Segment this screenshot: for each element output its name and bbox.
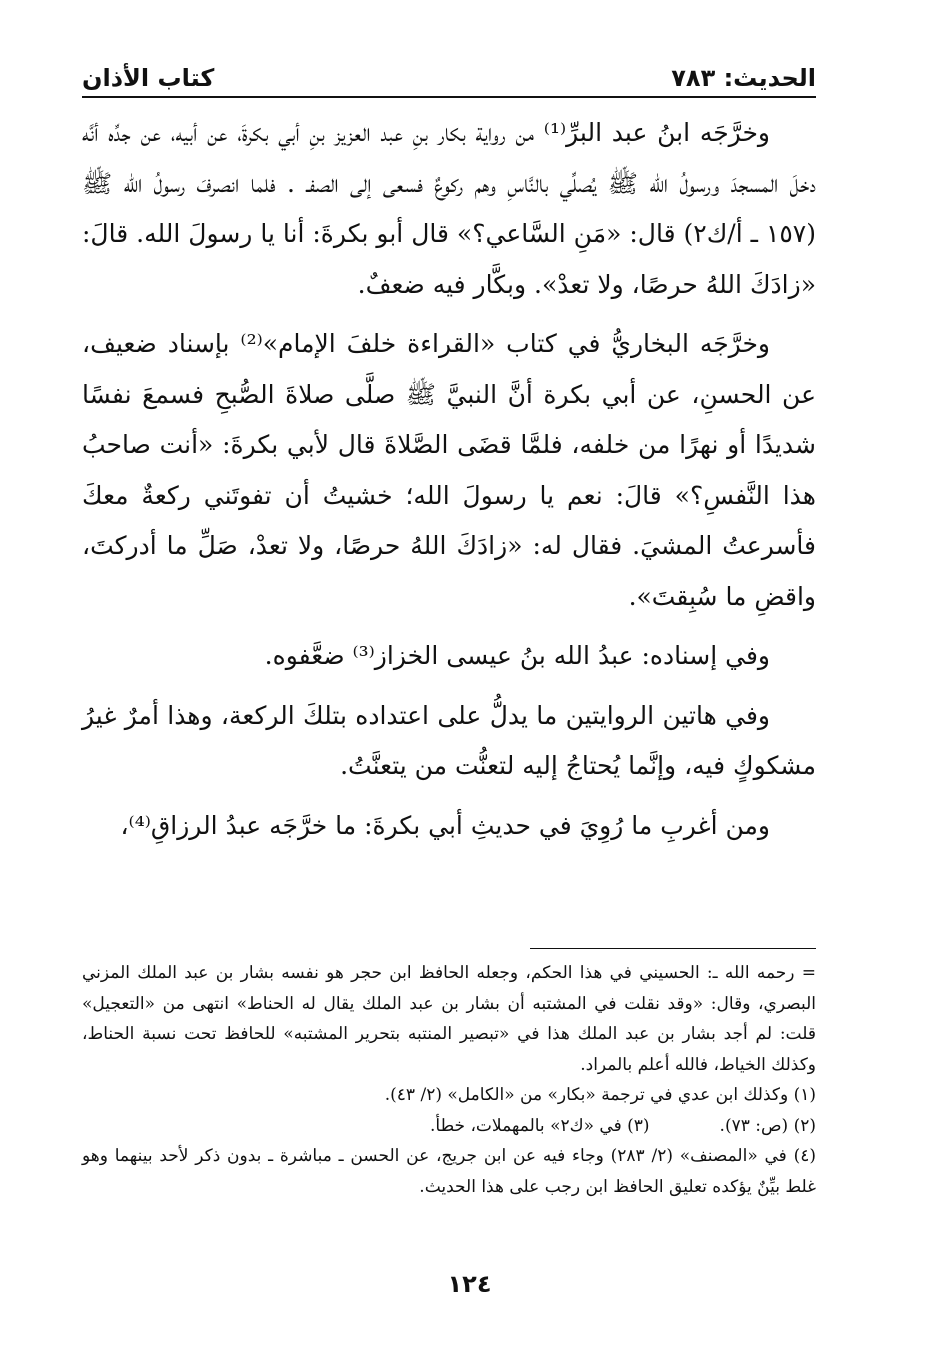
page-number: ١٢٤ bbox=[447, 1270, 492, 1298]
header-divider bbox=[82, 96, 816, 98]
footnote-4: (٤) في «المصنف» (٢/ ٢٨٣) وجاء فيه عن ابن جريج، عن الحسن ـ مباشرة ـ بدون ذكر لأحد بينهما وهو غلط بيِّنٌ يؤكده تعليق الحافظ ابن رجب على هذا الحديث. bbox=[82, 1146, 816, 1197]
footnotes-section bbox=[82, 958, 816, 1202]
footnote-divider bbox=[530, 948, 816, 949]
book-title: كتاب الأذان bbox=[82, 64, 215, 92]
footnote-row-2-3 bbox=[82, 1111, 816, 1142]
footnote-2: (٢) (ص: ٧٣). bbox=[719, 1115, 816, 1136]
paragraph-isnad: وفي إسناده: عبدُ الله بنُ عيسى الخزاز⁽³⁾ ضعَّفوه. bbox=[264, 641, 770, 670]
paragraph-two-narrations: وفي هاتين الروايتين ما يدلُّ على اعتداده بتلكَ الركعة، وهذا أمرٌ غيرُ مشكوكٍ فيه، وإنَّما يُحتاجُ إليه لتعنُّت من يتعنَّتُ. bbox=[82, 700, 816, 780]
hadith-number-label: الحديث: ٧٨٣ bbox=[671, 64, 816, 92]
footnote-3: (٣) في «ك٢» بالمهملات، خطأ. bbox=[430, 1115, 650, 1136]
main-text bbox=[82, 108, 816, 860]
paragraph-ibn-abd-al-barr: وخرَّجَه ابنُ عبد البرِّ⁽¹⁾ من رواية بكار بنِ عبد العزيز بنِ أبي بكرةَ، عن أبيه، عن جدِّه أنَّه دخلَ المسجدَ ورسولُ الله ﷺ يُصلِّي بالنَّاسِ وهم ركوعٌ فسعى إلى الصفـ . فلما انصرفَ رسولُ الله ﷺ (١٥٧ ـ أ/ك٢) قال: «مَنِ السَّاعي؟» قال أبو بكرةَ: أنا يا رسولَ الله. قالَ: «زادَكَ اللهُ حرصًا، ولا تعدْ». وبكَّار فيه ضعفٌ. bbox=[82, 118, 816, 299]
footnote-continuation: = رحمه الله ـ: الحسيني في هذا الحكم، وجعله الحافظ ابن حجر هو نفسه بشار بن عبد الملك المزني البصري، وقال: «وقد نقلت في المشتبه أن بشار بن عبد الملك يقال له الحناط» انتهى من «التعجيل» قلت: لم أجد بشار بن عبد الملك هذا في «تبصير المنتبه بتحرير المشتبه» للحافظ تحت نسبة الحناط، وكذلك الخياط، فالله أعلم بالمراد. bbox=[82, 963, 816, 1075]
running-header bbox=[82, 52, 816, 96]
footnote-1: (١) وكذلك ابن عدي في ترجمة «بكار» من «الكامل» (٢/ ٤٣). bbox=[384, 1085, 816, 1105]
paragraph-abd-al-razzaq: ومن أغربِ ما رُوِيَ في حديثِ أبي بكرةَ: ما خرَّجَه عبدُ الرزاقِ⁽⁴⁾، bbox=[120, 810, 770, 840]
paragraph-bukhari: وخرَّجَه البخاريُّ في كتاب «القراءة خلفَ الإمام»⁽²⁾ بإسناد ضعيف، عن الحسنِ، عن أبي بكرة أنَّ النبيَّ ﷺ صلَّى صلاةَ الصُّبحِ فسمعَ نفسًا شديدًا أو نهرًا من خلفه، فلمَّا قضَى الصَّلاةَ قال لأبي بكرةَ: «أنت صاحبُ هذا النَّفسِ؟» قالَ: نعم يا رسولَ الله؛ خشيتُ أن تفوتَني ركعةٌ معكَ فأسرعتُ المشيَ. فقال له: «زادَكَ اللهُ حرصًا، ولا تعدْ، صَلِّ ما أدركتَ، واقضِ ما سُبِقتَ». bbox=[82, 329, 816, 611]
